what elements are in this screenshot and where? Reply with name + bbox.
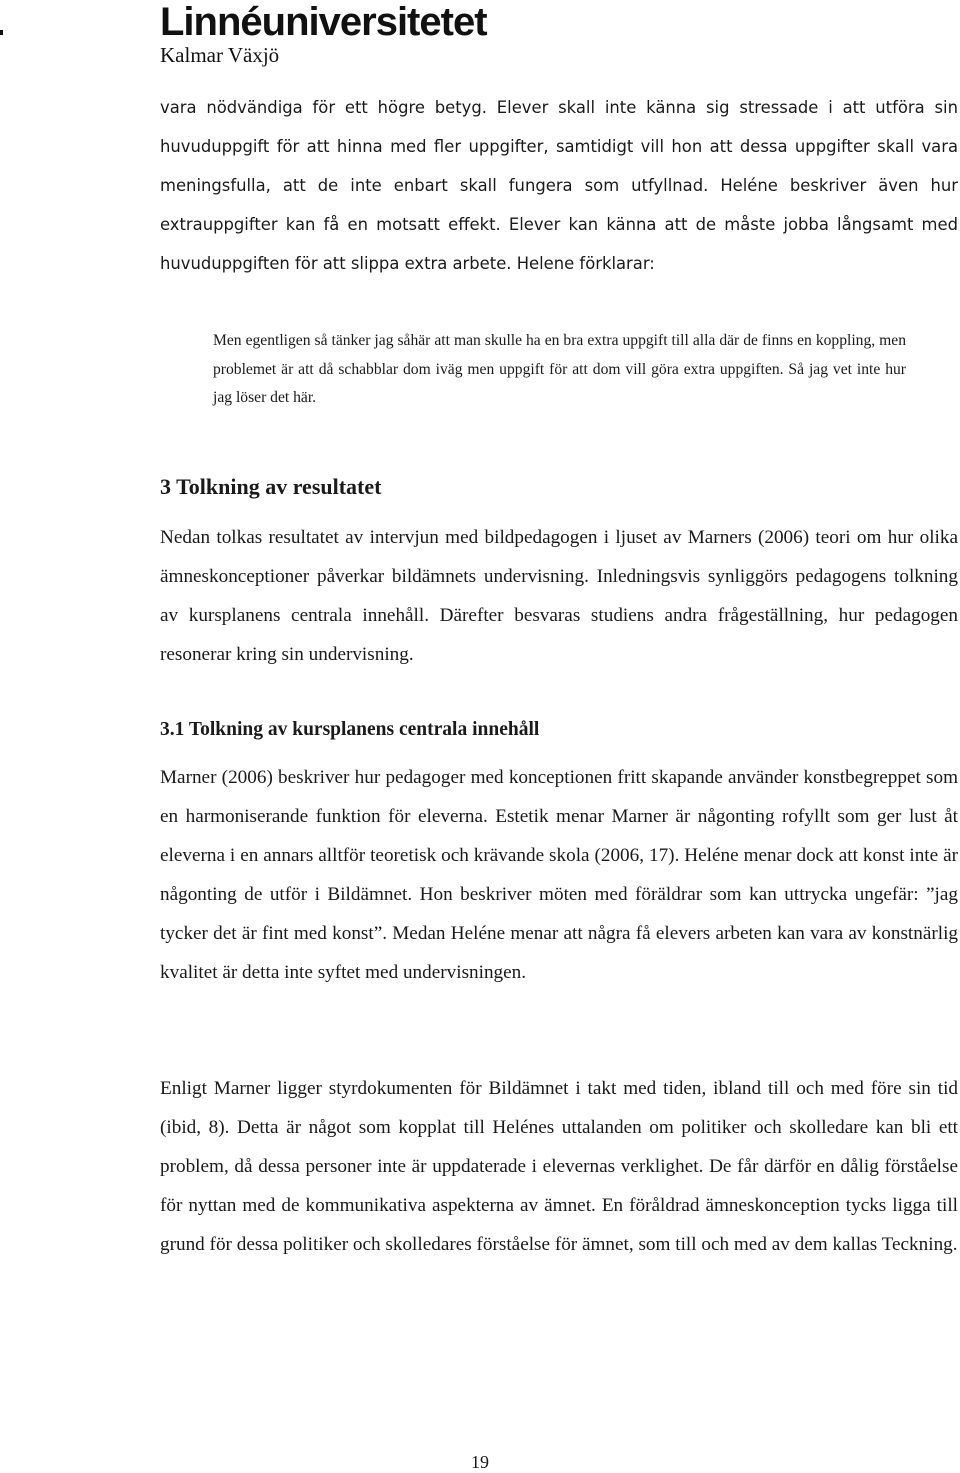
paragraph-marner: Marner (2006) beskriver hur pedagoger med konceptionen fritt skapande använder konstbegreppet som en harmoniserande funktion för eleverna. Estetik menar Marner är någonting rofyllt som ger lust åt eleverna i en annars alltför teoretisk och krävande skola (2006, 17). Heléne menar dock att konst inte är någonting de utför i Bildämnet. Hon beskriver möten med föräldrar som kan uttrycka ungefär: ”jag tycker det är fint med konst”. Medan Heléne menar att några få elevers arbeten kan vara av konstnärlig kvalitet är detta inte syftet med undervisningen.: [160, 767, 958, 983]
paragraph-section-intro: Nedan tolkas resultatet av intervjun med bildpedagogen i ljuset av Marners (2006) teori om hur olika ämneskonceptioner påverkar bildämnets undervisning. Inledningsvis synliggörs pedagogens tolkning av kursplanens centrala innehåll. Därefter besvaras studiens andra frågeställning, hur pedagogen resonerar kring sin undervisning.: [160, 527, 958, 665]
logo-subtitle: Kalmar Växjö: [160, 43, 280, 67]
logo-name: Linnéuniversitetet: [160, 0, 487, 44]
scan-mark: [0, 30, 3, 35]
paragraph-intro: vara nödvändiga för ett högre betyg. Elever skall inte känna sig stressade i att utföra sin huvuduppgift för att hinna med fler uppgifter, samtidigt vill hon att dessa uppgifter skall vara meningsfulla, att de inte enbart skall fungera som utfyllnad. Heléne beskriver även hur extrauppgifter kan få en motsatt effekt. Elever kan känna att de måste jobba långsamt med huvuduppgiften för att slippa extra arbete. Helene förklarar:: [160, 98, 958, 273]
block-quote: Men egentligen så tänker jag såhär att man skulle ha en bra extra uppgift till alla där de finns en koppling, men problemet är att då schabblar dom iväg men uppgift för att dom vill göra extra uppgiften. Så jag vet inte hur jag löser det här.: [213, 332, 906, 406]
subsection-heading: 3.1 Tolkning av kursplanens centrala innehåll: [160, 719, 540, 740]
section-heading: 3 Tolkning av resultatet: [160, 474, 382, 499]
page-number: 19: [471, 1452, 489, 1472]
paragraph-styrdokument: Enligt Marner ligger styrdokumenten för Bildämnet i takt med tiden, ibland till och med före sin tid (ibid, 8). Detta är något som kopplat till Helénes uttalanden om politiker och skolledare kan bli ett problem, då dessa personer inte är uppdaterade i elevernas verklighet. De får därför en dålig förståelse för nyttan med de kommunikativa aspekterna av ämnet. En föråldrad ämneskonception tycks ligga till grund för dessa politiker och skolledares förståelse för ämnet, som till och med av dem kallas Teckning.: [160, 1078, 958, 1255]
